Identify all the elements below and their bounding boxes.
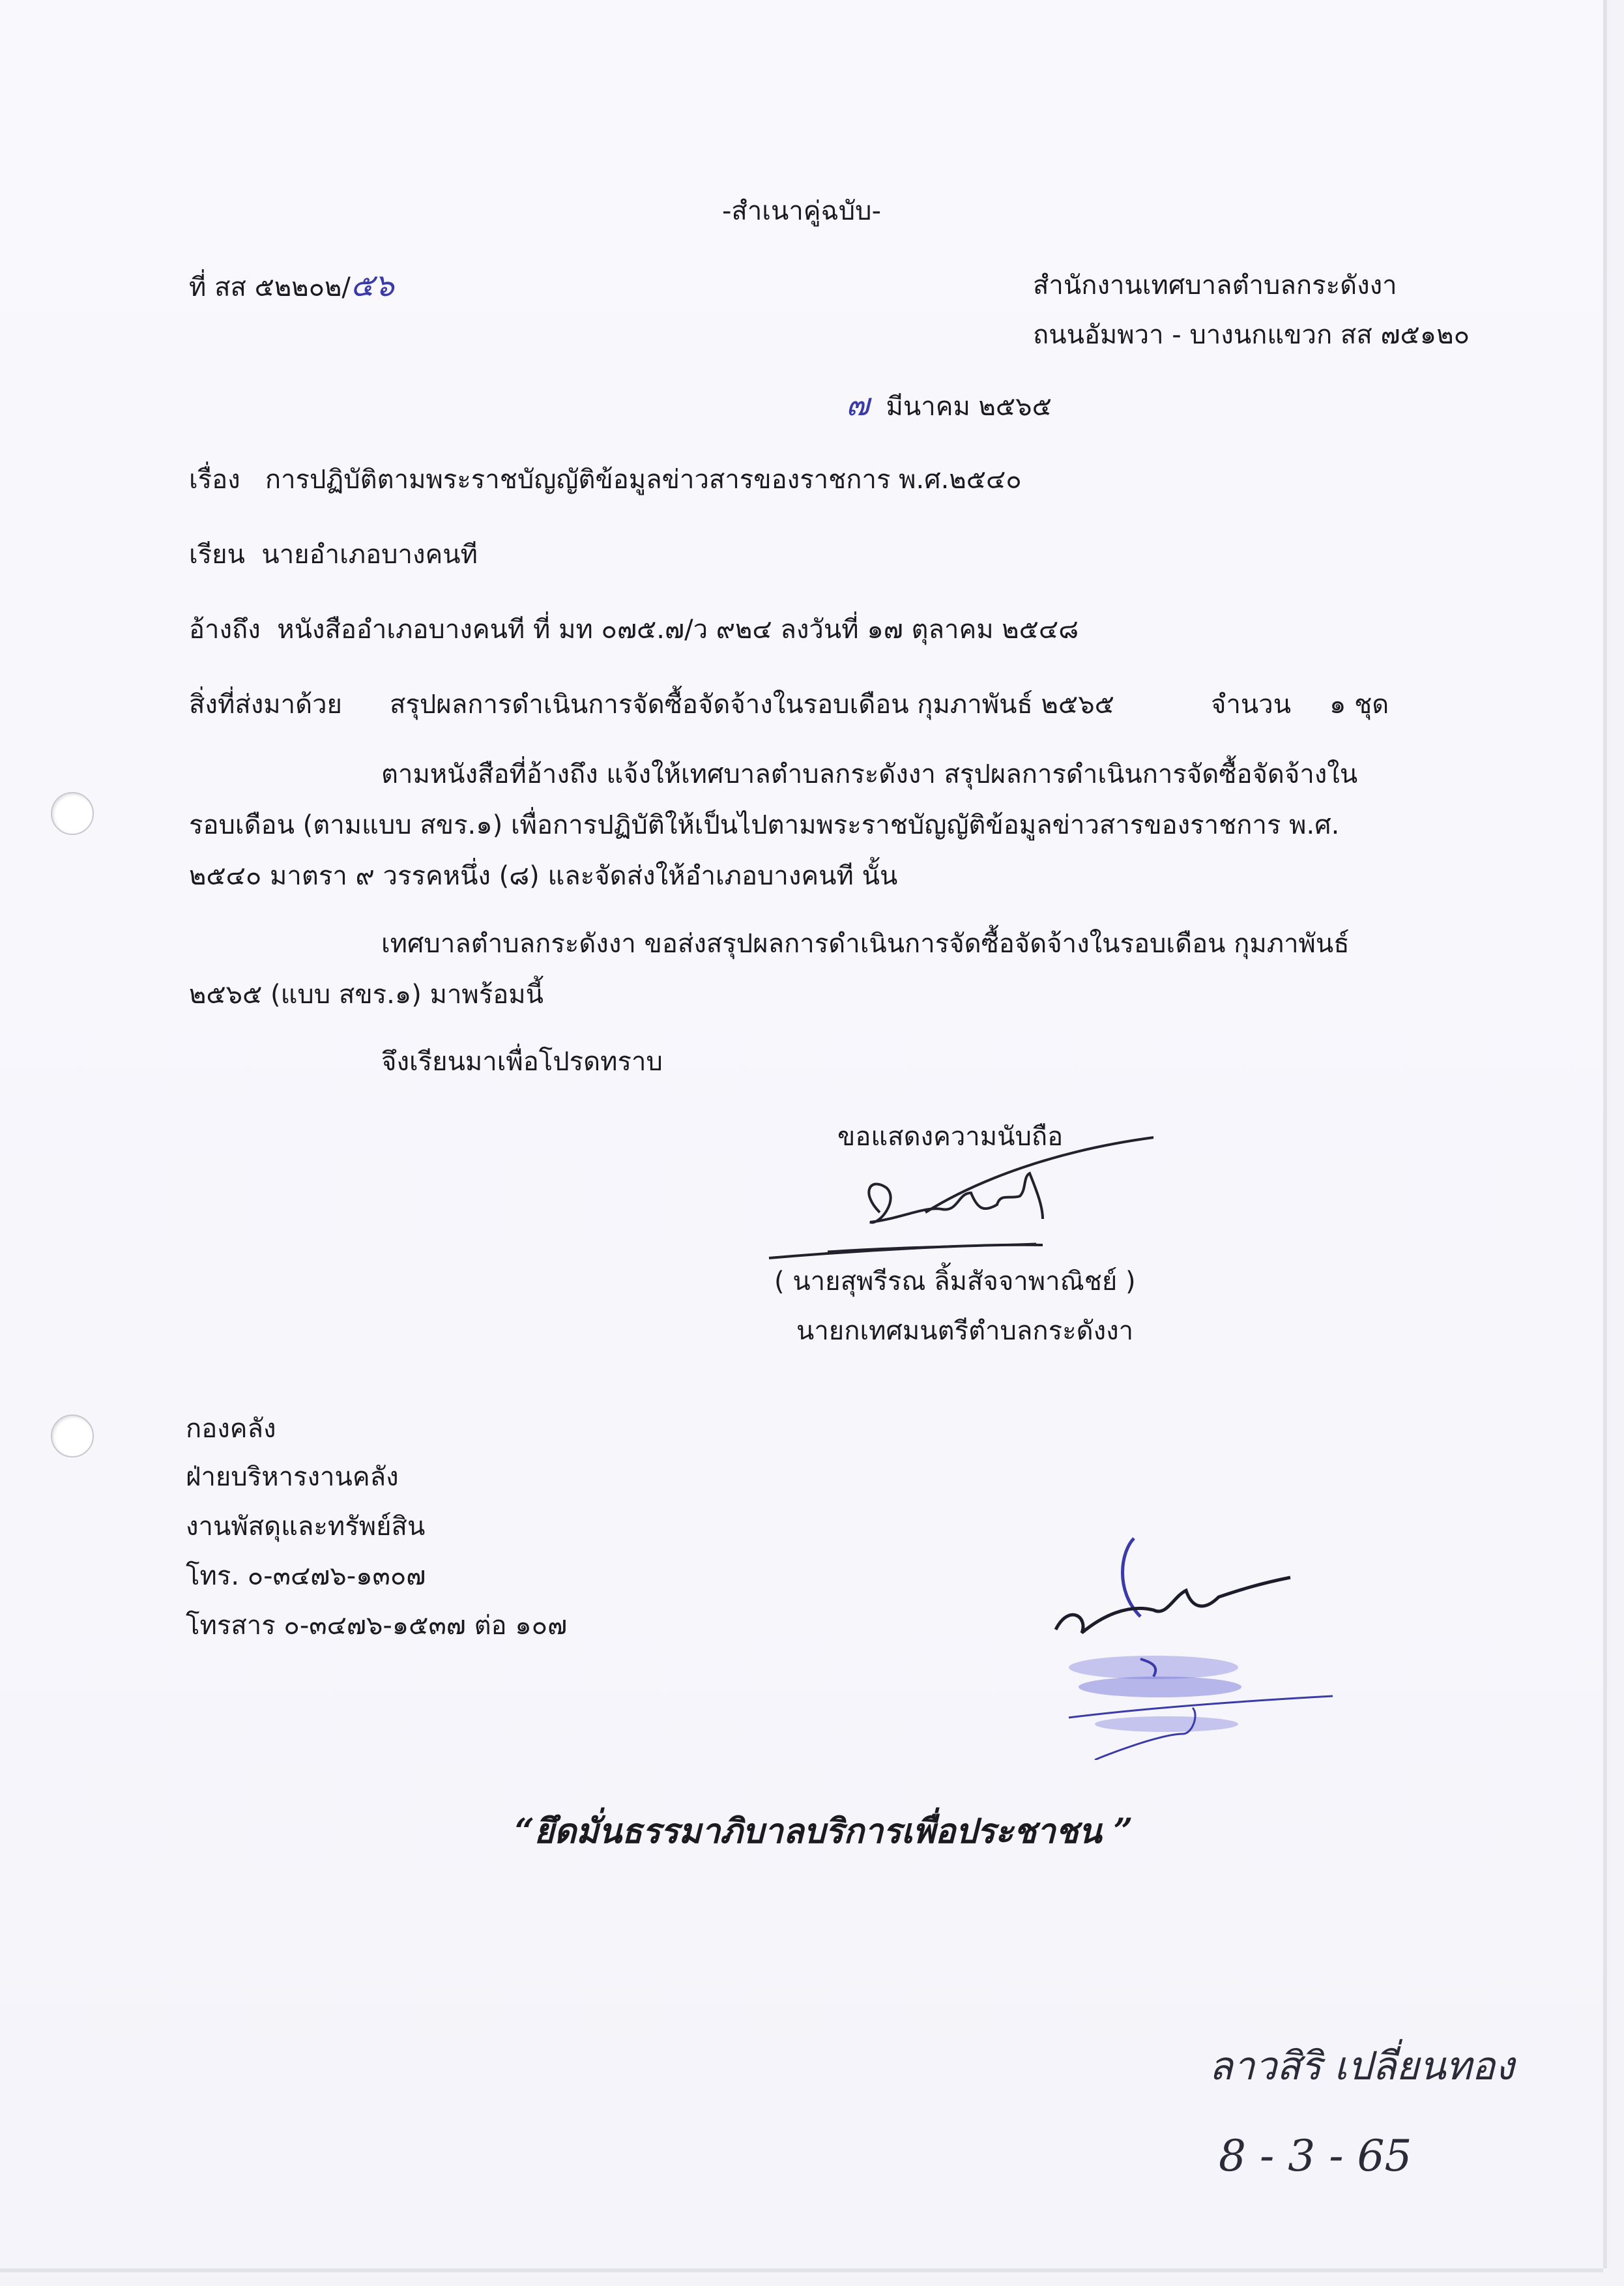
reference-text: หนังสืออำเภอบางคนที ที่ มท ๐๗๕.๗/ว ๙๒๔ ลงวันที่ ๑๗ ตุลาคม ๒๕๔๘ — [277, 615, 1079, 645]
approval-stamp — [1043, 1525, 1342, 1760]
paragraph-1-line-3: ๒๕๔๐ มาตรา ๙ วรรคหนึ่ง (๘) และจัดส่งให้อำเภอบางคนที นั้น — [189, 861, 898, 891]
recipient-label: เรียน — [189, 540, 245, 570]
paragraph-2-line-2: ๒๕๖๕ (แบบ สขร.๑) มาพร้อมนี้ — [189, 980, 544, 1010]
reference-line — [189, 613, 1079, 647]
signer-name: ( นายสุพรีรณ ลิ้มสัจจาพาณิชย์ ) — [774, 1267, 1136, 1297]
date-month-year: มีนาคม ๒๕๖๕ — [886, 392, 1052, 422]
reference-number-printed: ที่ สส ๕๒๒๐๒/ — [189, 272, 351, 302]
paragraph-1-line-1: ตามหนังสือที่อ้างถึง แจ้งให้เทศบาลตำบลกระดังงา สรุปผลการดำเนินการจัดซื้อจัดจ้างใน — [381, 759, 1358, 789]
punch-hole-top — [51, 792, 94, 835]
recipient-line — [189, 538, 478, 572]
department-section: งานพัสดุและทรัพย์สิน — [186, 1512, 426, 1542]
enclosure-qty-label: จำนวน — [1211, 690, 1292, 720]
department-division: ฝ่ายบริหารงานคลัง — [186, 1462, 399, 1492]
mayor-signature — [762, 1128, 1167, 1265]
handwritten-note-name: ลาวสิริ เปลี่ยนทอง — [1209, 2044, 1515, 2089]
subject-label: เรื่อง — [189, 465, 240, 495]
enclosure-label: สิ่งที่ส่งมาด้วย — [189, 690, 342, 720]
subject-line — [189, 463, 1022, 497]
office-name: สำนักงานเทศบาลตำบลกระดังงา — [1033, 271, 1397, 300]
letter-date — [846, 388, 1052, 424]
regards-line: ขอแสดงความนับถือ — [837, 1122, 1064, 1152]
punch-hole-bottom — [51, 1414, 94, 1458]
reference-label: อ้างถึง — [189, 615, 261, 645]
enclosure-qty: ๑ ชุด — [1329, 690, 1389, 720]
motto: “ยึดมั่นธรรมาภิบาลบริการเพื่อประชาชน ” — [515, 1811, 1133, 1851]
department-fax: โทรสาร ๐-๓๔๗๖-๑๕๓๗ ต่อ ๑๐๗ — [186, 1611, 568, 1641]
reference-number-handwritten: ๕๖ — [350, 267, 394, 304]
copy-mark: -สำเนาคู่ฉบับ- — [722, 196, 882, 226]
paragraph-1-line-2: รอบเดือน (ตามแบบ สขร.๑) เพื่อการปฏิบัติให้เป็นไปตามพระราชบัญญัติข้อมูลข่าวสารของราชการ พ.ศ. — [189, 810, 1340, 840]
date-day-handwritten: ๗ — [846, 387, 870, 423]
signer-title: นายกเทศมนตรีตำบลกระดังงา — [796, 1316, 1134, 1346]
enclosure-text: สรุปผลการดำเนินการจัดซื้อจัดจ้างในรอบเดือน กุมภาพันธ์ ๒๕๖๕ — [390, 690, 1114, 720]
department-name: กองคลัง — [186, 1414, 276, 1444]
subject-text: การปฏิบัติตามพระราชบัญญัติข้อมูลข่าวสารของราชการ พ.ศ.๒๕๔๐ — [265, 465, 1022, 495]
closing-line: จึงเรียนมาเพื่อโปรดทราบ — [381, 1047, 663, 1077]
office-address: ถนนอัมพวา - บางนกแขวก สส ๗๕๑๒๐ — [1033, 320, 1470, 350]
department-phone: โทร. ๐-๓๔๗๖-๑๓๐๗ — [186, 1561, 426, 1591]
paragraph-2-line-1: เทศบาลตำบลกระดังงา ขอส่งสรุปผลการดำเนินการจัดซื้อจัดจ้างในรอบเดือน กุมภาพันธ์ — [381, 929, 1350, 959]
handwritten-note-date: 8 - 3 - 65 — [1219, 2131, 1412, 2181]
recipient-name: นายอำเภอบางคนที — [261, 540, 478, 570]
reference-number — [189, 269, 394, 304]
